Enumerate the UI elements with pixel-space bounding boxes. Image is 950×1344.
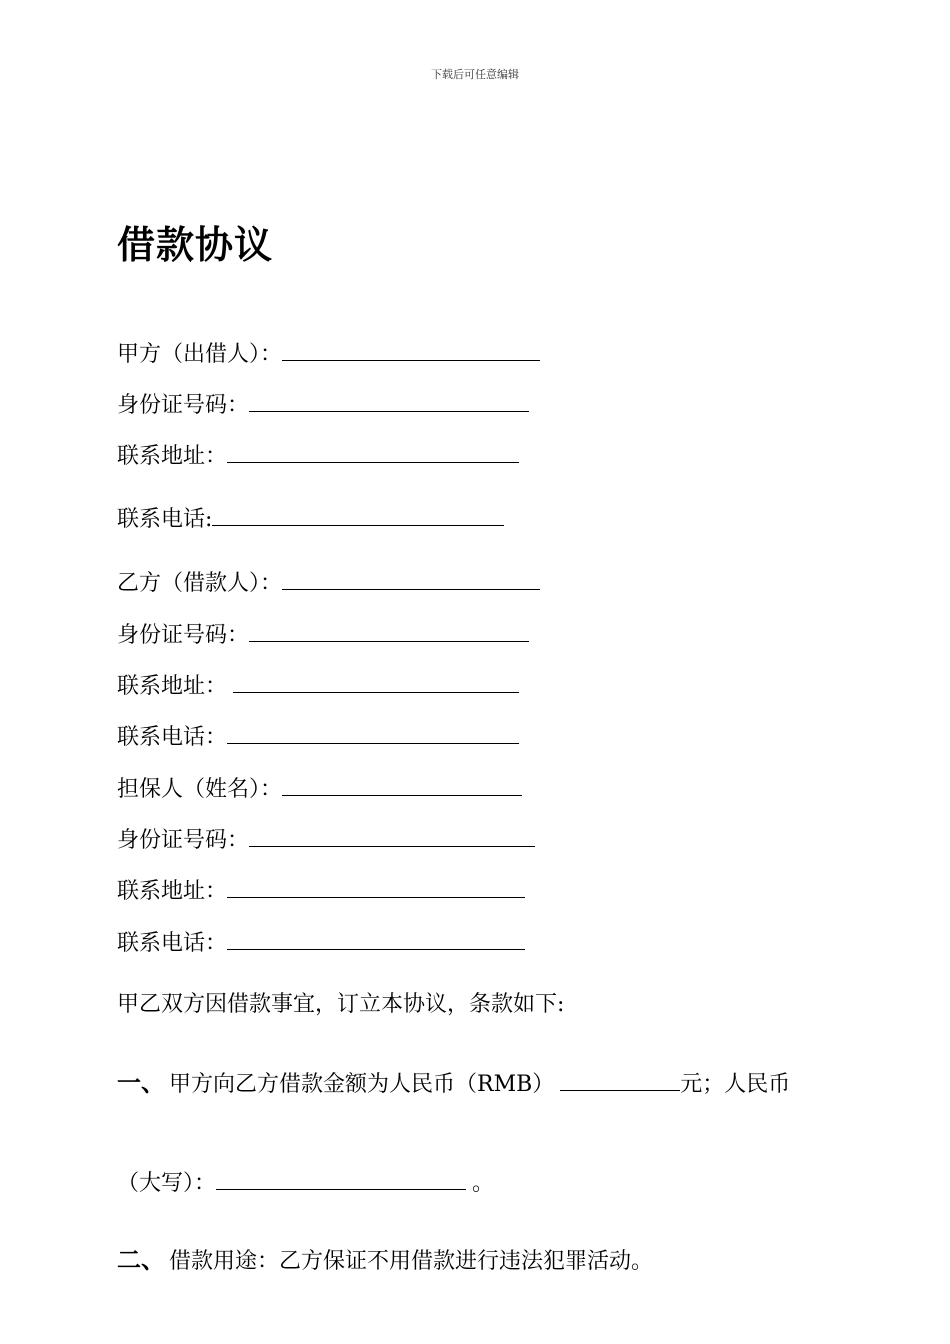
field-guarantor-id bbox=[117, 824, 535, 856]
page-header: 下载后可任意编辑 bbox=[431, 68, 519, 81]
clause-text-after: 元；人民币 bbox=[680, 1072, 791, 1097]
blank-line bbox=[233, 670, 519, 693]
field-label: 联系地址： bbox=[117, 879, 228, 904]
field-label: 联系地址： bbox=[117, 444, 228, 469]
amount-words-blank-line bbox=[216, 1167, 466, 1190]
field-label: 担保人（姓名）： bbox=[117, 777, 283, 802]
clause-text: （大写）： bbox=[117, 1171, 217, 1196]
field-lender-address bbox=[117, 440, 519, 472]
blank-line bbox=[282, 567, 540, 590]
clause-text: 借款用途：乙方保证不用借款进行违法犯罪活动。 bbox=[169, 1249, 654, 1274]
blank-line bbox=[249, 619, 529, 642]
clause-1-line-2 bbox=[117, 1167, 494, 1199]
field-label: 甲方（出借人）： bbox=[117, 342, 283, 367]
blank-line bbox=[227, 927, 525, 950]
field-label: 身份证号码： bbox=[117, 623, 250, 648]
field-borrower-address bbox=[117, 670, 519, 702]
clause-number: 一、 bbox=[117, 1068, 165, 1097]
field-guarantor-phone bbox=[117, 927, 525, 959]
clause-2 bbox=[117, 1245, 653, 1277]
field-guarantor-address bbox=[117, 875, 525, 907]
field-lender-name bbox=[117, 338, 540, 370]
field-label: 联系电话： bbox=[117, 931, 228, 956]
clause-text: 甲方向乙方借款金额为人民币（RMB） bbox=[169, 1072, 555, 1097]
field-label: 联系电话： bbox=[117, 725, 228, 750]
field-borrower-name bbox=[117, 567, 540, 599]
field-borrower-id bbox=[117, 619, 529, 651]
field-label: 乙方（借款人）： bbox=[117, 571, 283, 596]
blank-line bbox=[227, 440, 519, 463]
blank-line bbox=[227, 721, 519, 744]
field-label: 联系地址： bbox=[117, 674, 228, 699]
blank-line bbox=[282, 773, 522, 796]
clause-number: 二、 bbox=[117, 1245, 165, 1274]
field-lender-id bbox=[117, 389, 529, 421]
field-label: 身份证号码： bbox=[117, 393, 250, 418]
intro-text: 甲乙双方因借款事宜，订立本协议，条款如下: bbox=[117, 992, 565, 1017]
blank-line bbox=[282, 338, 540, 361]
blank-line bbox=[249, 824, 535, 847]
field-label: 联系电话: bbox=[117, 507, 213, 532]
field-guarantor-name bbox=[117, 773, 522, 805]
clause-1 bbox=[117, 1068, 790, 1100]
blank-line bbox=[249, 389, 529, 412]
agreement-intro bbox=[117, 990, 564, 1020]
amount-blank-line bbox=[560, 1068, 680, 1091]
blank-line bbox=[212, 503, 504, 526]
blank-line bbox=[227, 875, 525, 898]
clause-end-mark: 。 bbox=[472, 1171, 495, 1196]
field-label: 身份证号码： bbox=[117, 828, 250, 853]
field-lender-phone bbox=[117, 503, 504, 535]
field-borrower-phone bbox=[117, 721, 519, 753]
document-title: 借款协议 bbox=[117, 222, 274, 267]
